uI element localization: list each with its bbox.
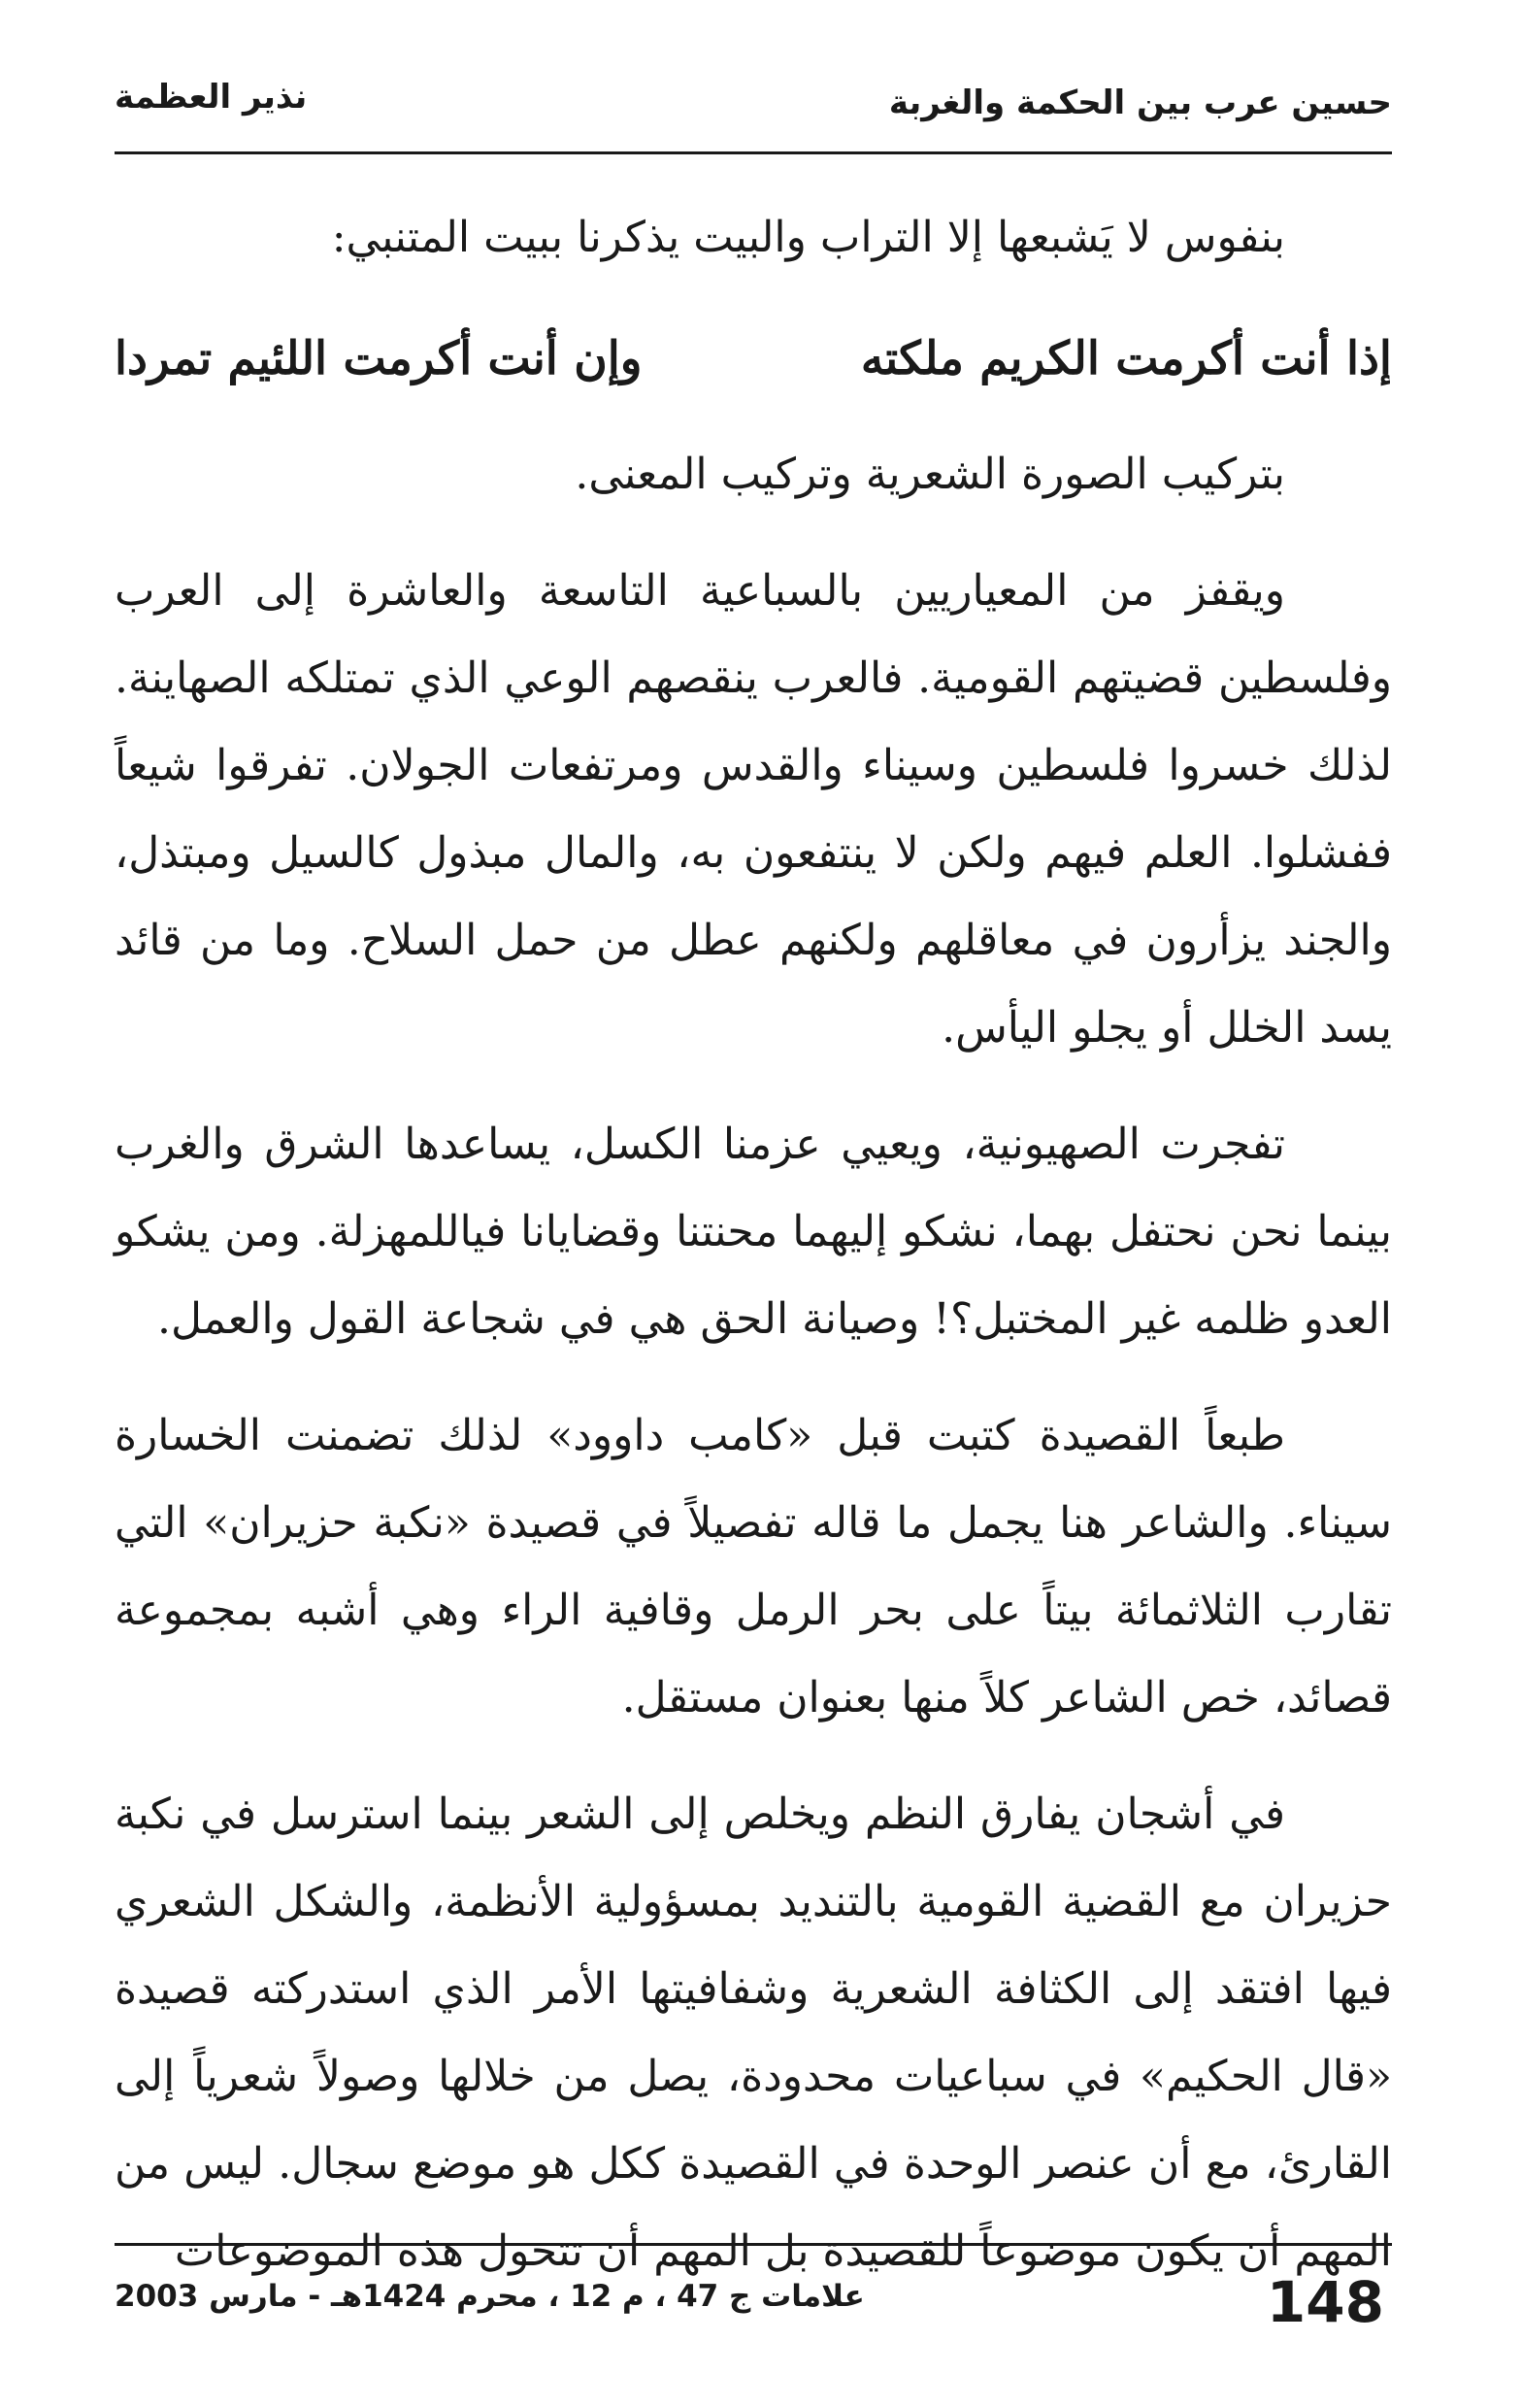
paragraph: ويقفز من المعياريين بالسباعية التاسعة والعاشرة إلى العرب وفلسطين قضيتهم القومية. فالعرب ينقصهم الوعي الذي تمتلكه الصهاينة. لذلك خسروا فلسطين وسيناء والقدس ومرتفعات الجولان. تفرقوا شيعاً ففشلوا. العلم فيهم ولكن لا ينتفعون به، والمال مبذول كالسيل ومبتذل، والجند يزأرون في معاقلهم ولكنهم عطل من حمل السلاح. وما من قائد يسد الخلل أو يجلو اليأس. (115, 566, 1392, 1053)
running-footer (115, 2243, 1392, 2353)
article-author: نذير العظمة (115, 78, 308, 117)
page-body (115, 194, 1392, 2324)
paragraph: تفجرت الصهيونية، ويعيي عزمنا الكسل، يساعدها الشرق والغرب بينما نحن نحتفل بهما، نشكو إليهما محنتنا وقضايانا فياللمهزلة. ومن يشكو العدو ظلمه غير المختبل؟! وصيانة الحق هي في شجاعة القول والعمل. (115, 1120, 1392, 1344)
after-verse-line: بتركيب الصورة الشعرية وتركيب المعنى. (575, 450, 1285, 499)
page-number: 148 (1266, 2269, 1384, 2335)
paragraph: في أشجان يفارق النظم ويخلص إلى الشعر بينما استرسل في نكبة حزيران مع القضية القومية بالتنديد بمسؤولية الأنظمة، والشكل الشعري فيها افتقد إلى الكثافة الشعرية وشفافيتها الأمر الذي استدركته قصيدة «قال الحكيم» في سباعيات محدودة، يصل من خلالها وصولاً شعرياً إلى القارئ، مع أن عنصر الوحدة في القصيدة ككل هو موضع سجال. ليس من المهم أن يكون موضوعاً للقصيدة بل المهم أن تتحول هذه الموضوعات (115, 1789, 1392, 2276)
intro-line: بنفوس لا يَشبعها إلا التراب والبيت يذكرنا ببيت المتنبي: (331, 213, 1285, 262)
book-title: حسين عرب بين الحكمة والغربة (888, 84, 1392, 122)
verse-first-hemistich: إذا أنت أكرمت الكريم ملكته (860, 332, 1392, 385)
poetry-verse (115, 311, 1392, 408)
journal-issue-info: علامات ج 47 ، م 12 ، محرم 1424هـ - مارس 2003 (115, 2279, 865, 2314)
verse-second-hemistich: وإن أنت أكرمت اللئيم تمردا (115, 332, 643, 385)
running-header (115, 58, 1392, 154)
document-page (115, 58, 1392, 2350)
paragraph: طبعاً القصيدة كتبت قبل «كامب داوود» لذلك تضمنت الخسارة سيناء. والشاعر هنا يجمل ما قاله تفصيلاً في قصيدة «نكبة حزيران» التي تقارب الثلاثمائة بيتاً على بحر الرمل وقافية الراء وهي أشبه بمجموعة قصائد، خص الشاعر كلاً منها بعنوان مستقل. (115, 1411, 1392, 1722)
